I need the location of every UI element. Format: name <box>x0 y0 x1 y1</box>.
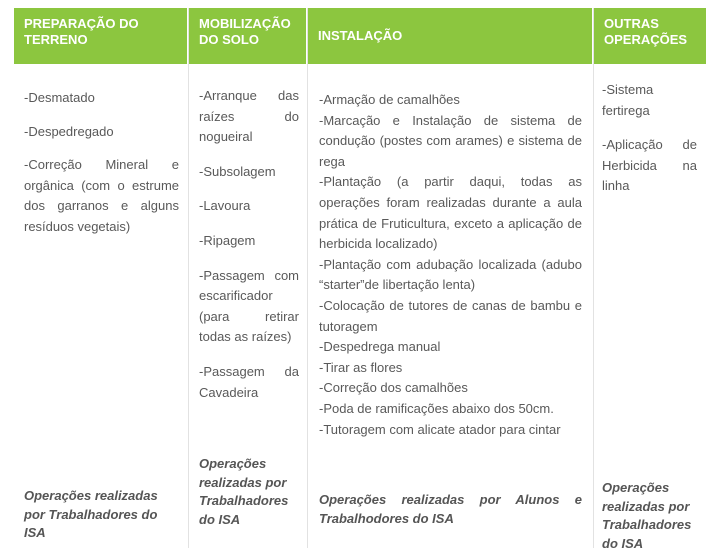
header-preparacao: PREPARAÇÃO DO TERRENO <box>14 8 187 64</box>
list-item: -Poda de ramificações abaixo dos 50cm. <box>319 400 554 416</box>
list-item: -Plantação (a partir daqui, todas as operações foram realizadas durante a aula prática de Fruticultura, exceto a aplicação de herbicida localizado) <box>319 174 582 252</box>
list-item: -Arranque das raízes do nogueiral <box>199 88 299 145</box>
header-outras: OUTRAS OPERAÇÕES <box>594 8 706 64</box>
list-item: -Correção dos camalhões <box>319 380 468 396</box>
list-item: -Plantação com adubação localizada (adubo “starter”de libertação lenta) <box>319 256 582 293</box>
footer-outras: Operações realizadas por Trabalhadores do ISA <box>602 480 692 551</box>
list-item: -Ripagem <box>199 232 256 248</box>
list-item: -Desmatado <box>24 90 95 105</box>
list-item: -Colocação de tutores de canas de bambu e tutoragem <box>319 297 582 334</box>
list-item: -Sistema fertirega <box>602 82 654 118</box>
list-item: -Lavoura <box>199 198 251 214</box>
header-instalacao: INSTALAÇÃO <box>308 8 592 64</box>
list-item: -Passagem com escarificador (para retirar todas as raízes) <box>199 267 299 345</box>
footer-preparacao: Operações realizadas por Trabalhadores do ISA <box>24 488 158 540</box>
list-item: -Aplicação de Herbicida na linha <box>602 137 697 194</box>
column-divider <box>307 8 308 548</box>
list-item: -Armação de camalhões <box>319 92 460 107</box>
list-item: -Subsolagem <box>199 163 276 179</box>
list-item: -Tirar as flores <box>319 359 403 375</box>
list-item: -Marcação e Instalação de sistema de condução (postes com arames) e sistema de rega <box>319 112 582 169</box>
list-item: -Correção Mineral e orgânica (com o estrume dos garranos e alguns resíduos vegetais) <box>24 157 179 234</box>
list-item: -Despedregado <box>24 123 114 139</box>
footer-instalacao: Operações realizadas por Alunos e Trabalhodores do ISA <box>319 492 582 526</box>
column-instalacao-body <box>319 90 582 440</box>
list-item: -Tutoragem com alicate atador para cintar <box>319 421 561 437</box>
column-mobilizacao-body <box>199 86 299 403</box>
footer-mobilizacao: Operações realizadas por Trabalhadores do ISA <box>199 456 289 527</box>
column-outras-body <box>602 80 697 197</box>
list-item: -Passagem da Cavadeira <box>199 363 299 400</box>
column-divider <box>593 8 594 548</box>
list-item: -Despedrega manual <box>319 339 441 355</box>
header-mobilizacao: MOBILIZAÇÃO DO SOLO <box>189 8 306 64</box>
column-divider <box>188 8 189 548</box>
column-preparacao-body <box>24 88 179 238</box>
